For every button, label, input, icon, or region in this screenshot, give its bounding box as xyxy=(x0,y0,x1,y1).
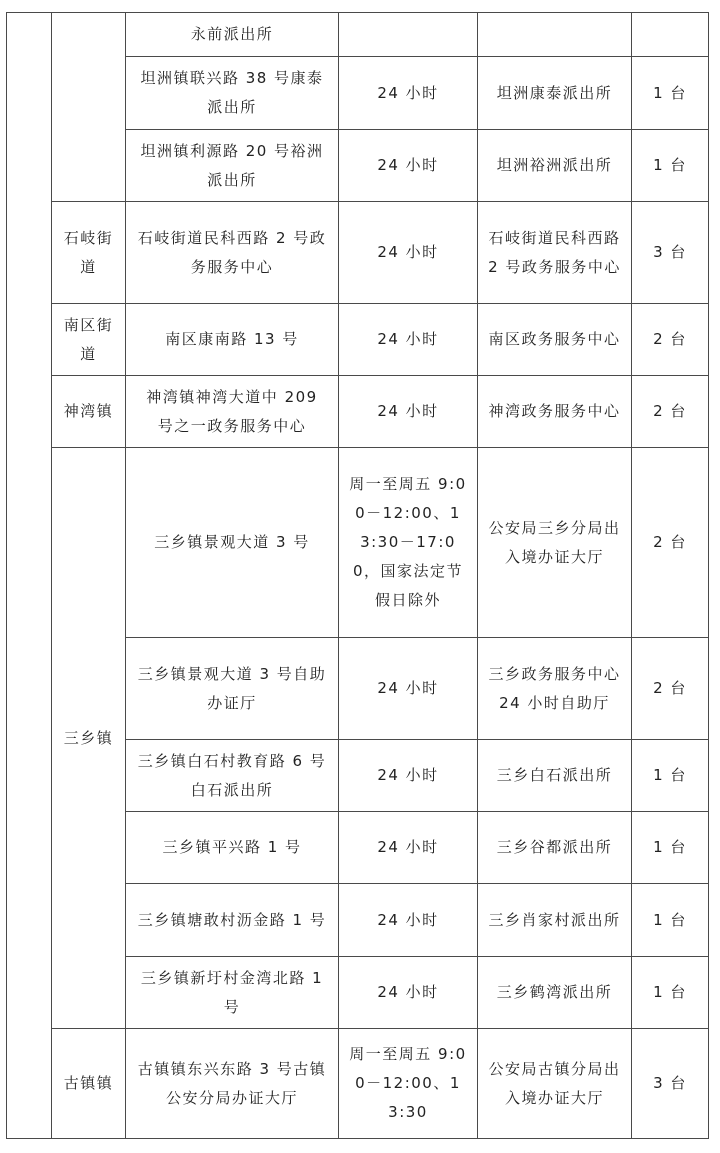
count-cell: 2 台 xyxy=(632,448,709,638)
address-cell: 三乡镇平兴路 1 号 xyxy=(126,812,339,884)
count-cell xyxy=(632,13,709,57)
location-cell: 三乡谷都派出所 xyxy=(478,812,632,884)
table-row xyxy=(7,376,709,448)
location-cell xyxy=(478,13,632,57)
count-cell: 2 台 xyxy=(632,304,709,376)
count-cell: 1 台 xyxy=(632,57,709,130)
count-cell: 1 台 xyxy=(632,957,709,1029)
count-cell: 1 台 xyxy=(632,130,709,202)
hours-cell: 24 小时 xyxy=(339,812,478,884)
count-cell: 1 台 xyxy=(632,884,709,957)
location-cell: 石岐街道民科西路 2 号政务服务中心 xyxy=(478,202,632,304)
count-cell: 3 台 xyxy=(632,1029,709,1139)
location-cell: 公安局三乡分局出入境办证大厅 xyxy=(478,448,632,638)
count-cell: 3 台 xyxy=(632,202,709,304)
address-cell: 神湾镇神湾大道中 209 号之一政务服务中心 xyxy=(126,376,339,448)
location-cell: 神湾政务服务中心 xyxy=(478,376,632,448)
hours-cell: 24 小时 xyxy=(339,202,478,304)
address-cell: 三乡镇景观大道 3 号自助办证厅 xyxy=(126,638,339,740)
address-cell: 三乡镇塘敢村沥金路 1 号 xyxy=(126,884,339,957)
table-row xyxy=(7,202,709,304)
count-cell: 2 台 xyxy=(632,376,709,448)
location-cell: 三乡白石派出所 xyxy=(478,740,632,812)
town-cell: 南区街道 xyxy=(52,304,126,376)
town-cell: 古镇镇 xyxy=(52,1029,126,1139)
address-cell: 坦洲镇利源路 20 号裕洲派出所 xyxy=(126,130,339,202)
address-cell: 永前派出所 xyxy=(126,13,339,57)
hours-cell: 24 小时 xyxy=(339,130,478,202)
hours-cell xyxy=(339,13,478,57)
self-service-machine-table xyxy=(6,12,709,1139)
hours-cell: 周一至周五 9:00－12:00、13:30 xyxy=(339,1029,478,1139)
count-cell: 1 台 xyxy=(632,740,709,812)
address-cell: 南区康南路 13 号 xyxy=(126,304,339,376)
address-cell: 古镇镇东兴东路 3 号古镇公安分局办证大厅 xyxy=(126,1029,339,1139)
location-cell: 坦洲康泰派出所 xyxy=(478,57,632,130)
location-cell: 三乡肖家村派出所 xyxy=(478,884,632,957)
town-cell: 神湾镇 xyxy=(52,376,126,448)
hours-cell: 24 小时 xyxy=(339,957,478,1029)
address-cell: 三乡镇新圩村金湾北路 1 号 xyxy=(126,957,339,1029)
table-row xyxy=(7,1029,709,1139)
town-cell: 石岐街道 xyxy=(52,202,126,304)
location-cell: 坦洲裕洲派出所 xyxy=(478,130,632,202)
index-column-cell xyxy=(7,13,52,1139)
address-cell: 三乡镇白石村教育路 6 号白石派出所 xyxy=(126,740,339,812)
count-cell: 2 台 xyxy=(632,638,709,740)
hours-cell: 24 小时 xyxy=(339,304,478,376)
hours-cell: 24 小时 xyxy=(339,376,478,448)
table-row xyxy=(7,448,709,638)
location-cell: 三乡政务服务中心 24 小时自助厅 xyxy=(478,638,632,740)
town-cell xyxy=(52,13,126,202)
table-row xyxy=(7,304,709,376)
hours-cell: 24 小时 xyxy=(339,884,478,957)
location-cell: 南区政务服务中心 xyxy=(478,304,632,376)
hours-cell: 周一至周五 9:00－12:00、13:30－17:00，国家法定节假日除外 xyxy=(339,448,478,638)
count-cell: 1 台 xyxy=(632,812,709,884)
hours-cell: 24 小时 xyxy=(339,638,478,740)
address-cell: 三乡镇景观大道 3 号 xyxy=(126,448,339,638)
hours-cell: 24 小时 xyxy=(339,57,478,130)
town-cell: 三乡镇 xyxy=(52,448,126,1029)
address-cell: 坦洲镇联兴路 38 号康泰派出所 xyxy=(126,57,339,130)
address-cell: 石岐街道民科西路 2 号政务服务中心 xyxy=(126,202,339,304)
location-cell: 三乡鹤湾派出所 xyxy=(478,957,632,1029)
table-row xyxy=(7,13,709,57)
hours-cell: 24 小时 xyxy=(339,740,478,812)
location-cell: 公安局古镇分局出入境办证大厅 xyxy=(478,1029,632,1139)
